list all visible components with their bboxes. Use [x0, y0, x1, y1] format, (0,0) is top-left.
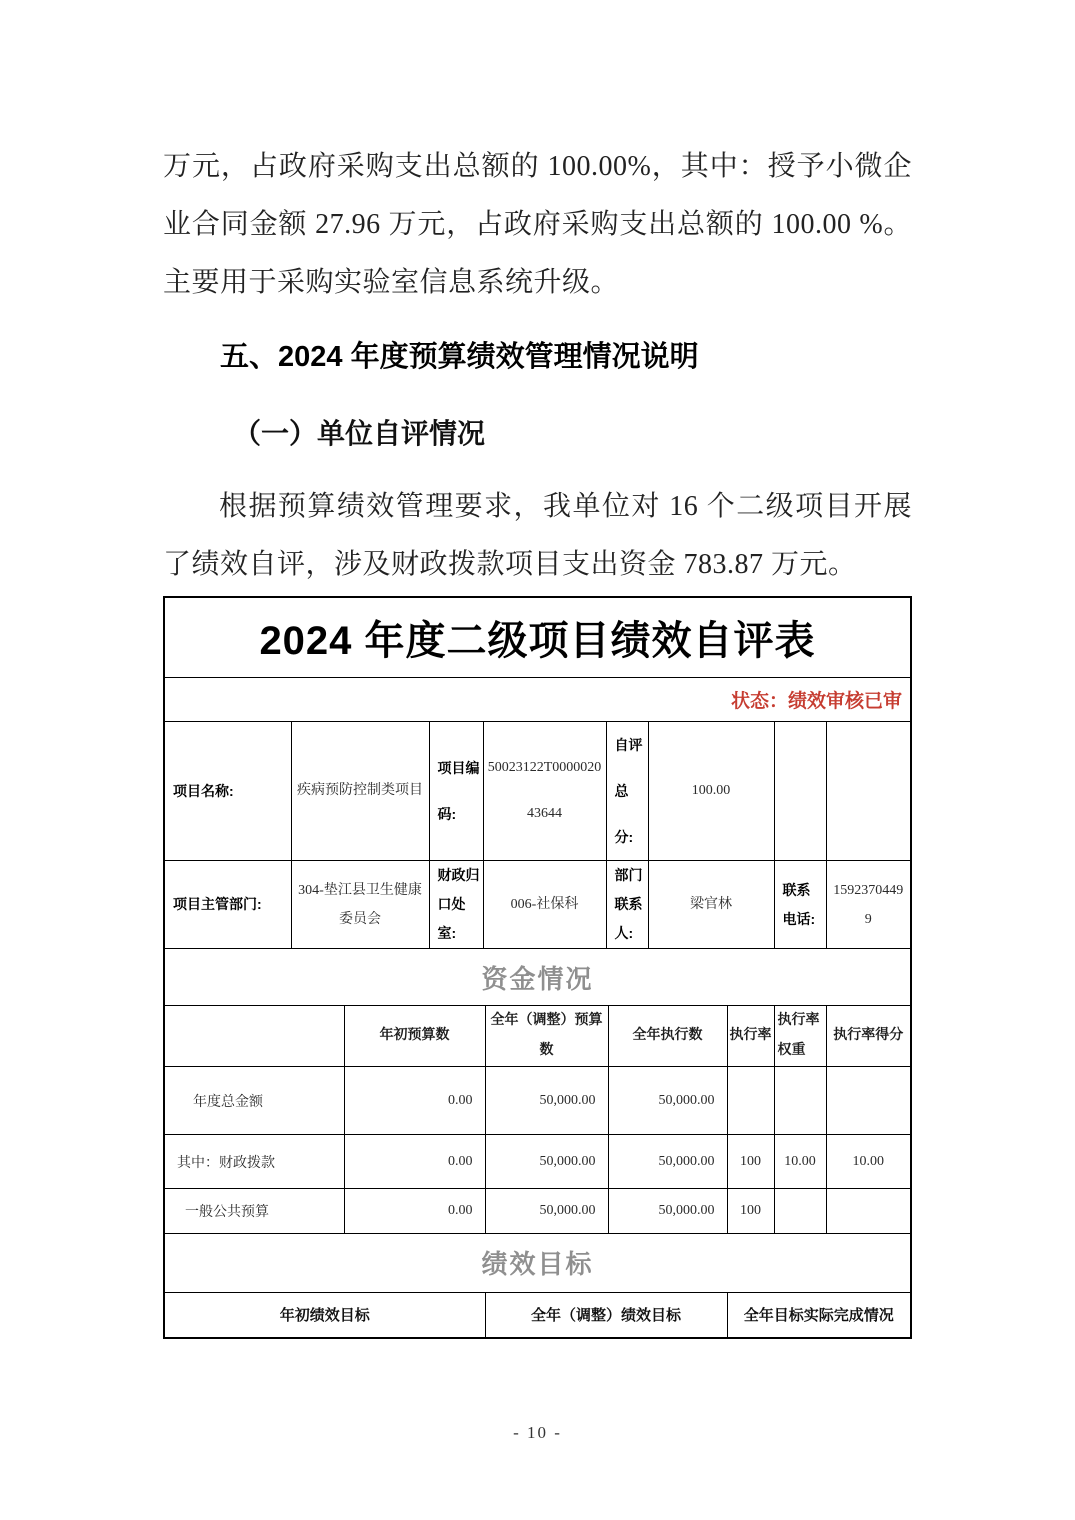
- table-row: [165, 1135, 910, 1189]
- funding-cell: [774, 1067, 826, 1135]
- goals-header-row: [165, 1292, 910, 1337]
- goals-header-actual: 全年目标实际完成情况: [727, 1292, 910, 1337]
- contact-phone-value: 15923704499: [826, 861, 910, 949]
- self-score-value: 100.00: [648, 722, 774, 861]
- contact-person-value: 梁官林: [648, 861, 774, 949]
- goals-header-initial: 年初绩效目标: [165, 1292, 485, 1337]
- project-name-label: 项目名称:: [165, 722, 291, 861]
- funding-cell: [826, 1067, 910, 1135]
- table-row: [165, 722, 910, 861]
- funding-header-blank: [165, 1006, 344, 1067]
- funding-header-executed: 全年执行数: [608, 1006, 727, 1067]
- funding-header-execution-rate: 执行率: [727, 1006, 774, 1067]
- empty-cell: [774, 722, 826, 861]
- finance-office-value: 006-社保科: [483, 861, 606, 949]
- paragraph-procurement-line: 业合同金额 27.96 万元，占政府采购支出总额的 100.00 %。: [163, 209, 912, 240]
- project-code-label: 项目编码:: [429, 722, 483, 861]
- funding-cell: [774, 1189, 826, 1233]
- funding-header-adjusted-budget: 全年（调整）预算数: [485, 1006, 608, 1067]
- goals-table: [165, 1292, 910, 1338]
- contact-person-label: 部门联系人:: [606, 861, 648, 949]
- project-info-table: [165, 721, 910, 948]
- paragraph-self-eval-line: 了绩效自评，涉及财政拨款项目支出资金 783.87 万元。: [163, 549, 857, 580]
- funding-section-header: 资金情况: [165, 948, 910, 1005]
- table-row: [165, 861, 910, 949]
- finance-office-label: 财政归口处室:: [429, 861, 483, 949]
- funding-cell: 50,000.00: [608, 1067, 727, 1135]
- table-row: [165, 1189, 910, 1233]
- project-code-value: 50023122T000002043644: [483, 722, 606, 861]
- funding-table: [165, 1005, 910, 1233]
- paragraph-procurement-line: 主要用于采购实验室信息系统升级。: [163, 267, 620, 298]
- funding-row-label: 其中：财政拨款: [165, 1135, 344, 1189]
- funding-cell: 50,000.00: [485, 1189, 608, 1233]
- self-score-label: 自评总分:: [606, 722, 648, 861]
- project-name-value: 疾病预防控制类项目: [291, 722, 429, 861]
- funding-cell: 0.00: [344, 1189, 485, 1233]
- funding-cell: 100: [727, 1189, 774, 1233]
- funding-row-label: 一般公共预算: [165, 1189, 344, 1233]
- table-row: [165, 1067, 910, 1135]
- paragraph-procurement: [163, 138, 912, 312]
- funding-cell: 50,000.00: [485, 1135, 608, 1189]
- supervising-dept-label: 项目主管部门:: [165, 861, 291, 949]
- paragraph-procurement-line: 万元，占政府采购支出总额的 100.00%，其中：授予小微企: [163, 151, 912, 182]
- funding-cell: 50,000.00: [608, 1189, 727, 1233]
- funding-cell: 10.00: [774, 1135, 826, 1189]
- table-title: 2024 年度二级项目绩效自评表: [259, 619, 816, 663]
- funding-cell: [826, 1189, 910, 1233]
- funding-cell: 0.00: [344, 1067, 485, 1135]
- page-number: - 10 -: [513, 1423, 562, 1442]
- funding-cell: 10.00: [826, 1135, 910, 1189]
- empty-cell: [826, 722, 910, 861]
- status-badge: 状态：绩效审核已审: [165, 677, 910, 721]
- funding-cell: 0.00: [344, 1135, 485, 1189]
- funding-cell: 50,000.00: [608, 1135, 727, 1189]
- section-heading: 五、2024 年度预算绩效管理情况说明: [220, 341, 699, 373]
- supervising-dept-value: 304-垫江县卫生健康委员会: [291, 861, 429, 949]
- funding-cell: [727, 1067, 774, 1135]
- funding-cell: 50,000.00: [485, 1067, 608, 1135]
- paragraph-self-eval-line: 根据预算绩效管理要求，我单位对 16 个二级项目开展: [219, 491, 912, 522]
- subsection-heading: （一）单位自评情况: [233, 419, 486, 450]
- self-evaluation-table: [163, 596, 912, 1339]
- funding-header-rate-weight: 执行率权重: [774, 1006, 826, 1067]
- funding-row-label: 年度总金额: [165, 1067, 344, 1135]
- goals-header-adjusted: 全年（调整）绩效目标: [485, 1292, 727, 1337]
- contact-phone-label: 联系电话:: [774, 861, 826, 949]
- goals-section-header: 绩效目标: [165, 1233, 910, 1292]
- funding-cell: 100: [727, 1135, 774, 1189]
- funding-header-row: [165, 1006, 910, 1067]
- funding-header-rate-score: 执行率得分: [826, 1006, 910, 1067]
- funding-header-initial-budget: 年初预算数: [344, 1006, 485, 1067]
- paragraph-self-eval-intro: [163, 478, 912, 594]
